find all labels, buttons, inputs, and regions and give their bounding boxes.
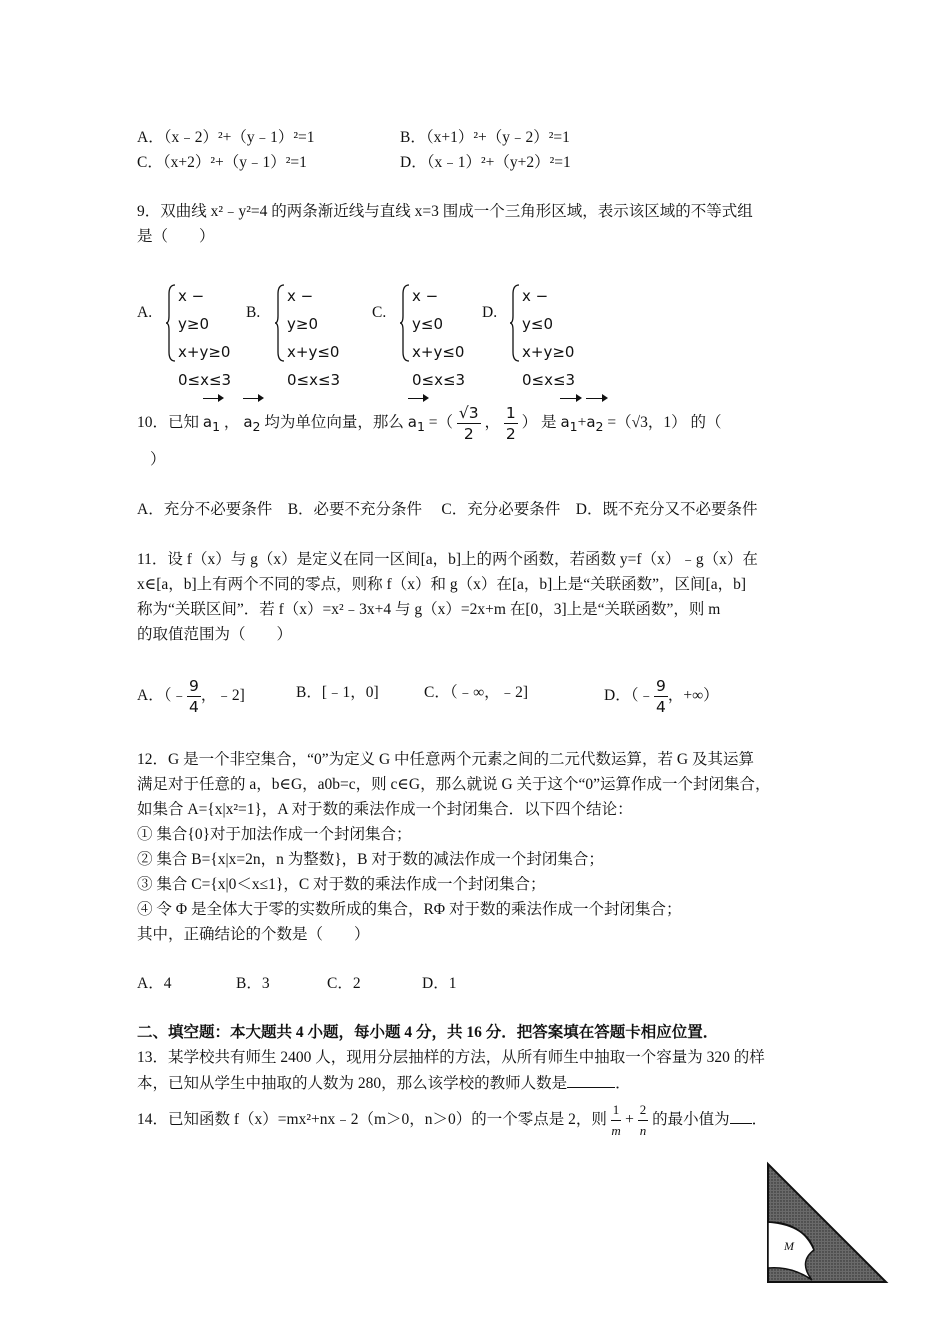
q9-label-c: C. xyxy=(372,304,387,321)
fraction-numerator: 1 xyxy=(611,1100,622,1121)
q9-c-row3: 0≤x≤3 xyxy=(412,371,466,389)
q8-option-b: B．（x+1）²+（y﹣2）²=1 xyxy=(400,129,570,146)
q11-stem-line2: x∈[a，b]上有两个不同的零点，则称 f（x）和 g（x）在[a，b]上是“关联函数”，区间[a，b] xyxy=(137,576,747,593)
q10-eq2: =（√3，1） xyxy=(607,414,687,431)
q9-label-b: B. xyxy=(246,304,261,321)
q9-stem-line1: 9．双曲线 x²﹣y²=4 的两条渐近线与直线 x=3 围成一个三角形区域，表示该区域的不等式组 xyxy=(137,203,753,220)
q13-end: ． xyxy=(615,1075,631,1092)
q9-c-row1: x − y≤0 xyxy=(412,287,443,333)
q9-d-row3: 0≤x≤3 xyxy=(522,371,576,389)
q9-a-row3: 0≤x≤3 xyxy=(178,371,232,389)
q14-text: 14．已知函数 f（x）=mx²+nx﹣2（m＞0，n＞0）的一个零点是 2，则 xyxy=(137,1111,607,1128)
q9-c-row2: x+y≤0 xyxy=(412,343,465,361)
vector-a1-again-subscript: 1 xyxy=(416,419,425,434)
q12-statement-3: ③ 集合 C={x|0＜x≤1}，C 对于数的乘法作成一个封闭集合； xyxy=(137,876,546,893)
q11-option-b: B．[﹣1，0] xyxy=(296,684,379,701)
q12-question: 其中，正确结论的个数是（ ） xyxy=(137,926,370,943)
q11-d-prefix: D．（﹣ xyxy=(604,687,654,704)
q10-eq: =（ xyxy=(428,414,454,431)
q10-is: 是 xyxy=(541,414,557,431)
section-heading: 二、填空题：本大题共 4 小题，每小题 4 分，共 16 分．把答案填在答题卡相应位置． xyxy=(137,1024,719,1041)
vector-a2-subscript: 2 xyxy=(252,419,261,434)
q9-label-a: A. xyxy=(137,304,153,321)
fraction-denominator: 4 xyxy=(655,697,666,716)
brace-icon xyxy=(275,284,285,362)
fraction-sqrt3-over-2 xyxy=(457,403,481,444)
q11-option-a xyxy=(137,674,245,718)
q9-b-row3: 0≤x≤3 xyxy=(287,371,341,389)
q11-a-prefix: A．（﹣ xyxy=(137,687,187,704)
q9-label-d: D. xyxy=(482,304,498,321)
q10-close: ） xyxy=(521,414,538,431)
q12-statement-1: ① 集合{0}对于加法作成一个封闭集合； xyxy=(137,826,412,843)
fraction-9-over-4 xyxy=(187,676,201,717)
triangle-sector-diagram xyxy=(762,1158,892,1288)
vector-a2-letter: a xyxy=(243,413,253,431)
q8-option-a: A．（x﹣2）²+（y﹣1）²=1 xyxy=(137,129,315,146)
q12-stem-line3: 如集合 A={x|x²=1}，A 对于数的乘法作成一个封闭集合．以下四个结论： xyxy=(137,801,633,818)
q13-text: 本，已知从学生中抽取的人数为 280，那么该学校的教师人数是 xyxy=(137,1075,568,1092)
vector-a2 xyxy=(243,402,260,447)
q13-stem-line2 xyxy=(137,1073,631,1094)
triangle-figure xyxy=(762,1158,892,1288)
fraction-denominator: 2 xyxy=(463,424,474,443)
q11-a-suffix: ，﹣2] xyxy=(200,687,245,704)
vector-a2-sum-subscript: 2 xyxy=(595,419,604,434)
q11-option-c: C．（﹣∞，﹣2] xyxy=(424,684,529,701)
q12-option-a: A．4 xyxy=(137,975,172,992)
fraction-denominator: m xyxy=(611,1122,621,1138)
q10-tail: 的（ xyxy=(690,414,722,431)
fraction-1-over-m xyxy=(611,1100,622,1141)
q11-stem-line1: 11．设 f（x）与 g（x）是定义在同一区间[a，b]上的两个函数，若函数 y=f（x）﹣g（x）在 xyxy=(137,551,758,568)
fraction-numerator: 9 xyxy=(655,676,666,695)
fraction-1-over-2 xyxy=(504,403,518,444)
q10-options: A．充分不必要条件 B．必要不充分条件 C．充分必要条件 D．既不充分又不必要条件 xyxy=(137,501,758,518)
brace-icon xyxy=(510,284,520,362)
vector-a1-again xyxy=(408,402,425,447)
q9-d-row2: x+y≥0 xyxy=(522,343,575,361)
q10-stem: 10．已知 $a_1$ ， $a_2$ 均为单位向量，那么 $a_1$ =（ $\frac{√3}{2}$ ， $\frac{1}{2}$ ） 是 $a_1+a_2 =(√3$，1） 的（ xyxy=(137,402,722,446)
vector-a1-sum-letter: a xyxy=(560,413,570,431)
figure-label-m: M xyxy=(784,1239,794,1253)
q9-b-row1: x − y≥0 xyxy=(287,287,318,333)
brace-icon xyxy=(166,284,176,362)
fraction-numerator: √3 xyxy=(458,403,479,422)
vector-a1 xyxy=(203,402,220,447)
q14-plus: + xyxy=(625,1111,634,1128)
q12-option-b: B．3 xyxy=(236,975,270,992)
fraction-numerator: 9 xyxy=(188,676,199,695)
q14-end: ． xyxy=(751,1111,768,1128)
fraction-denominator: 4 xyxy=(188,697,199,716)
vector-a1-again-letter: a xyxy=(407,413,417,431)
q9-stem-line2: 是（ ） xyxy=(137,228,215,245)
q14-tail: 的最小值为 xyxy=(652,1111,730,1128)
q9-a-row2: x+y≥0 xyxy=(178,343,231,361)
q12-option-d: D．1 xyxy=(422,975,457,992)
q9-a-row1: x − y≥0 xyxy=(178,287,209,333)
q11-stem-line3: 称为“关联区间”．若 f（x）=x²﹣3x+4 与 g（x）=2x+m 在[0，3]上是“关联函数”，则 m xyxy=(137,601,721,618)
q9-d-row1: x − y≤0 xyxy=(522,287,553,333)
q12-statement-2: ② 集合 B={x|x=2n，n 为整数}，B 对于数的减法作成一个封闭集合； xyxy=(137,851,604,868)
fraction-denominator: n xyxy=(639,1122,647,1138)
q12-stem-line1: 12．G 是一个非空集合，“0”为定义 G 中任意两个元素之间的二元代数运算，若 G 及其运算 xyxy=(137,751,754,768)
q14-stem xyxy=(137,1098,767,1142)
q9-b-row2: x+y≤0 xyxy=(287,343,340,361)
fraction-numerator: 1 xyxy=(505,403,516,422)
vector-a1-subscript: 1 xyxy=(212,419,221,434)
q11-option-d xyxy=(604,674,719,718)
vector-a1-sum-subscript: 1 xyxy=(569,419,578,434)
fraction-numerator: 2 xyxy=(638,1100,649,1121)
fraction-2-over-n xyxy=(638,1100,649,1141)
q10-mid: 均为单位向量，那么 xyxy=(264,414,404,431)
vector-a2-sum xyxy=(586,402,603,447)
q13-stem-line1: 13．某学校共有师生 2400 人，现用分层抽样的方法，从所有师生中抽取一个容量为 320 的样 xyxy=(137,1049,765,1066)
q11-stem-line4: 的取值范围为（ ） xyxy=(137,626,293,643)
answer-blank xyxy=(567,1073,615,1088)
q10-stem-line2: ） xyxy=(150,451,166,468)
q8-option-d: D．（x﹣1）²+（y+2）²=1 xyxy=(400,154,571,171)
vector-a1-letter: a xyxy=(202,413,213,431)
fraction-9-over-4 xyxy=(654,676,668,717)
vector-a1-sum xyxy=(560,402,577,447)
answer-blank xyxy=(730,1109,752,1124)
q12-stem-line2: 满足对于任意的 a，b∈G，a0b=c，则 c∈G，那么就说 G 关于这个“0”运算作成一个封闭集合， xyxy=(137,776,771,793)
q11-d-suffix: ，+∞） xyxy=(667,687,719,704)
q10-prefix: 10．已知 xyxy=(137,414,200,431)
q10-plus: + xyxy=(577,414,587,431)
vector-a2-sum-letter: a xyxy=(586,413,596,431)
brace-icon xyxy=(400,284,410,362)
q12-statement-4: ④ 令 Φ 是全体大于零的实数所成的集合，RΦ 对于数的乘法作成一个封闭集合； xyxy=(137,901,682,918)
q8-option-c: C．（x+2）²+（y﹣1）²=1 xyxy=(137,154,307,171)
q12-option-c: C．2 xyxy=(327,975,361,992)
fraction-denominator: 2 xyxy=(505,424,516,443)
